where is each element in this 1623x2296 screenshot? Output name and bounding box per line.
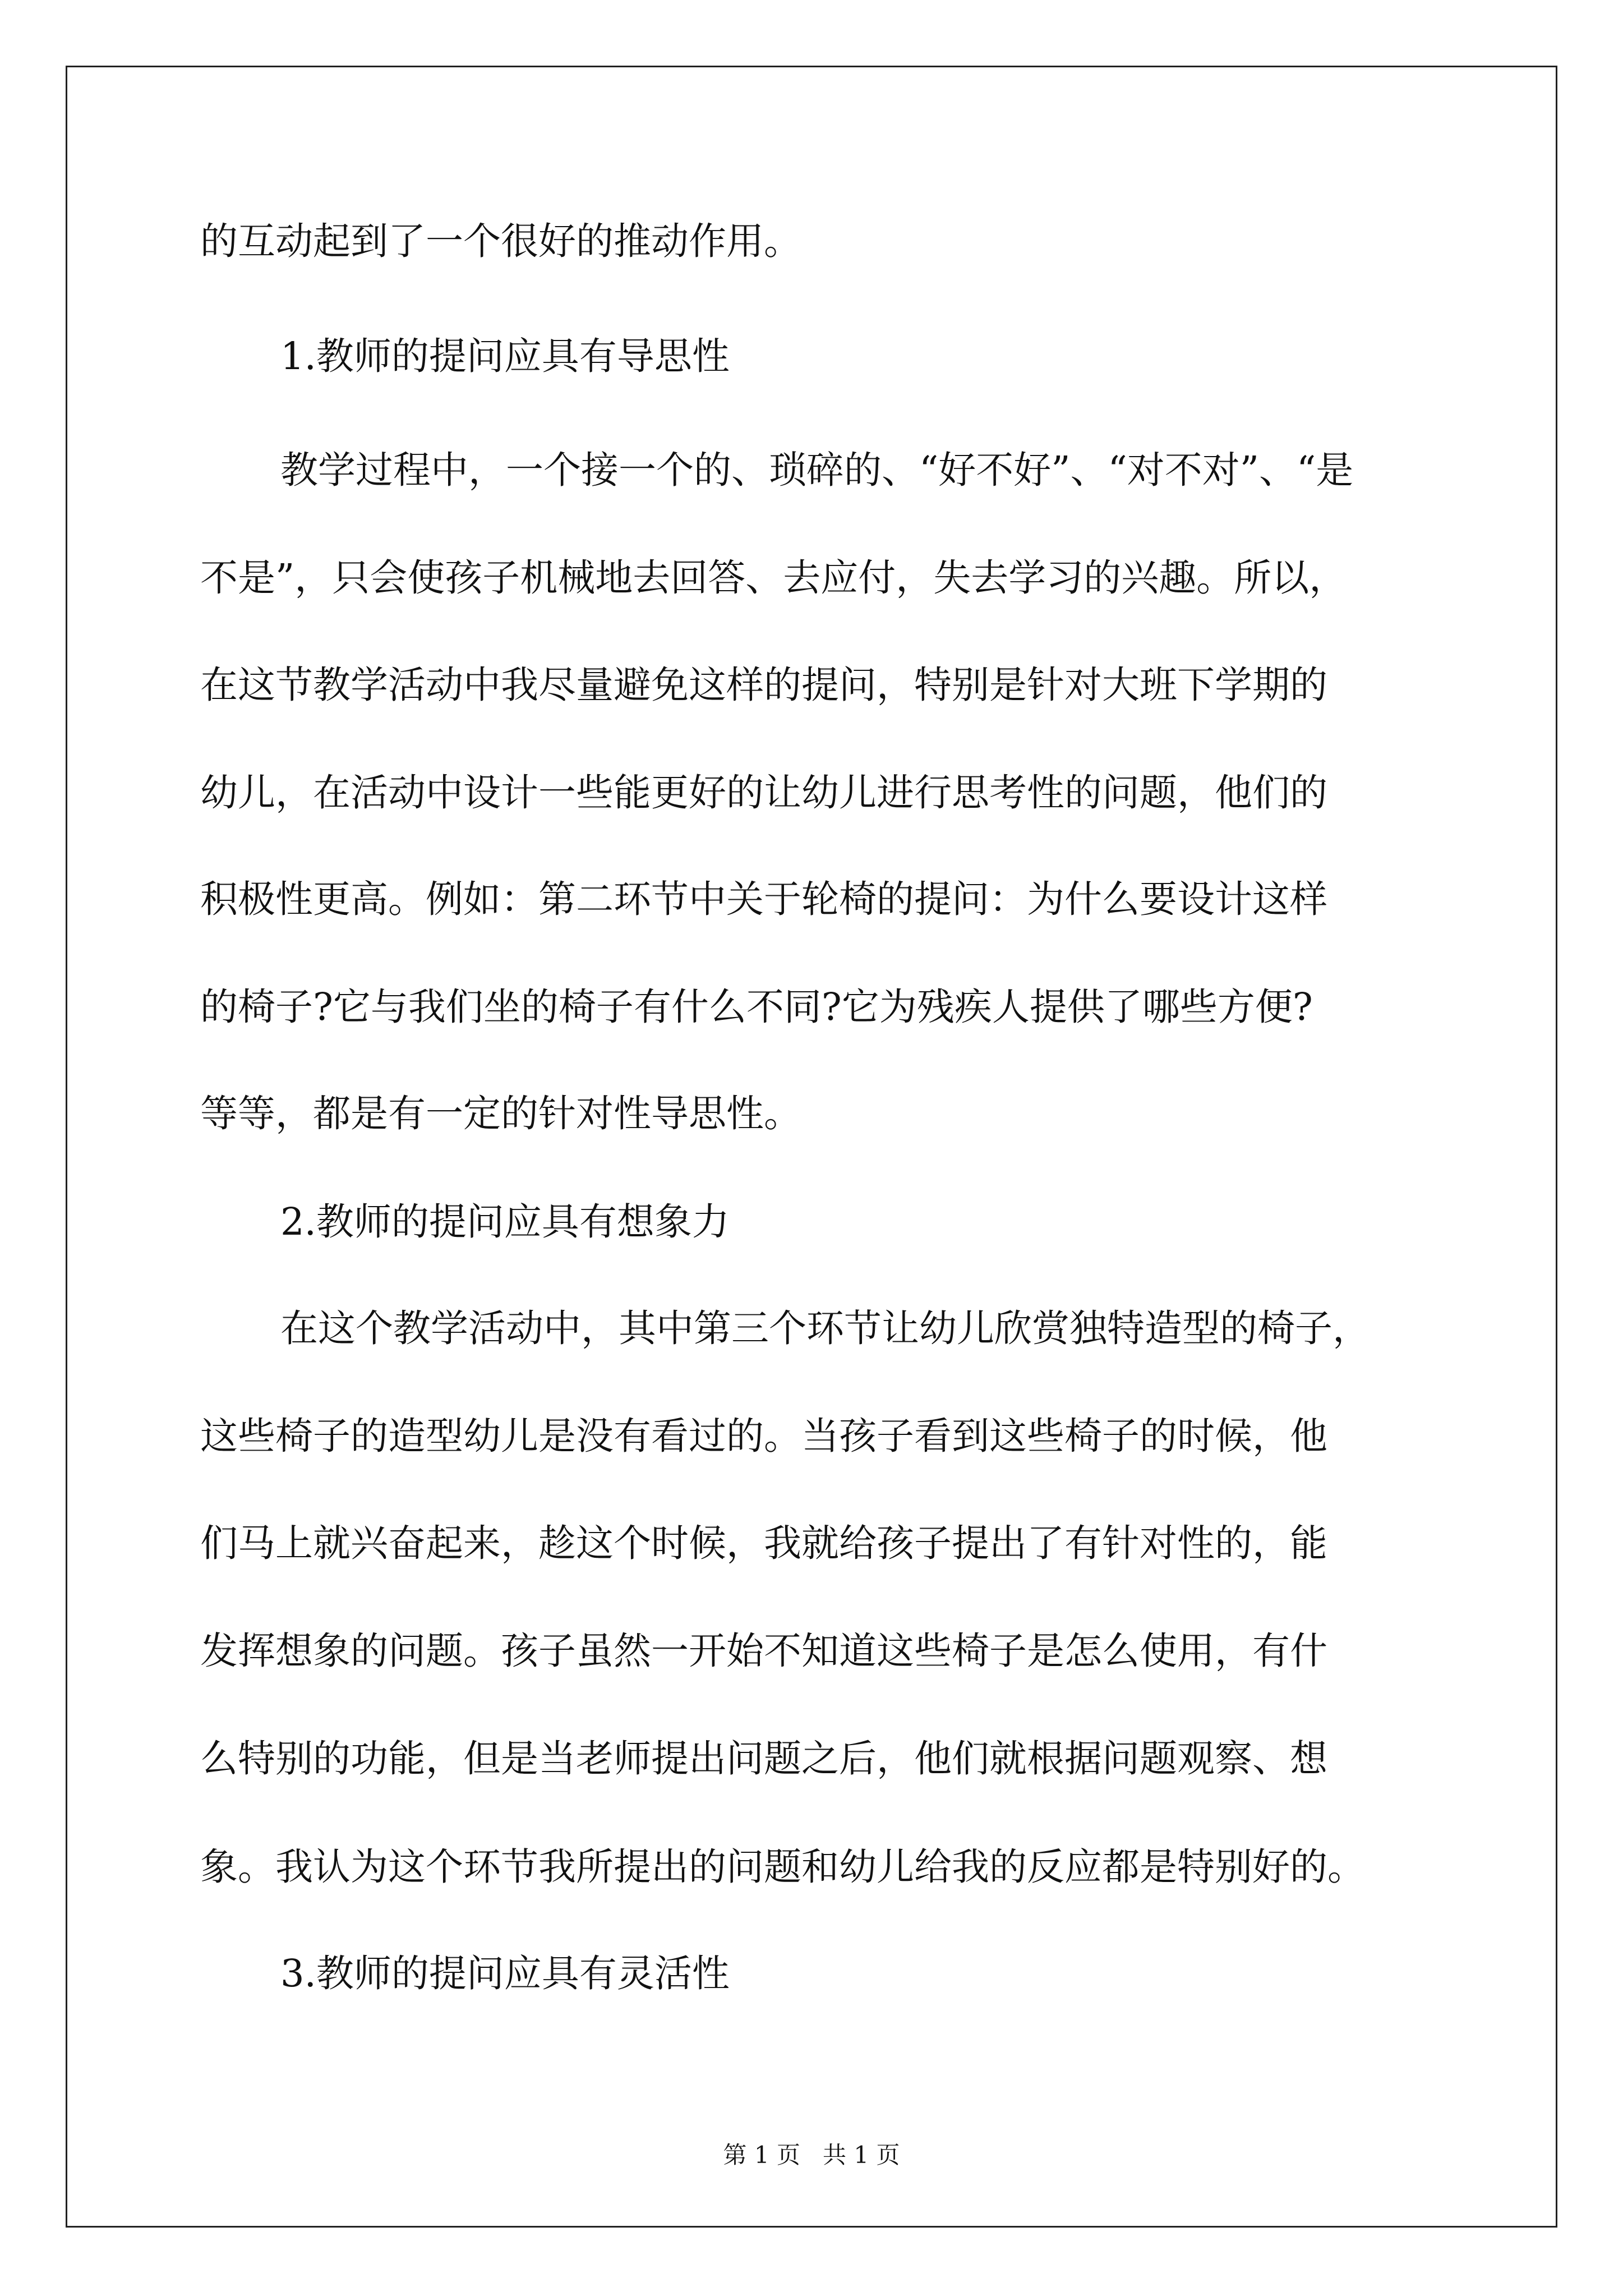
paragraph-line: 发挥想象的问题。孩子虽然一开始不知道这些椅子是怎么使用，有什 bbox=[200, 1629, 1327, 1673]
paragraph-line: 的椅子?它与我们坐的椅子有什么不同?它为残疾人提供了哪些方便? bbox=[200, 985, 1313, 1029]
section-heading-2: 2.教师的提问应具有想象力 bbox=[280, 1200, 730, 1244]
section-heading-3: 3.教师的提问应具有灵活性 bbox=[280, 1952, 730, 1995]
paragraph-line: 等等，都是有一定的针对性导思性。 bbox=[200, 1092, 801, 1135]
paragraph-line: 这些椅子的造型幼儿是没有看过的。当孩子看到这些椅子的时候，他 bbox=[200, 1414, 1327, 1458]
paragraph-line: 积极性更高。例如：第二环节中关于轮椅的提问：为什么要设计这样 bbox=[200, 877, 1327, 921]
paragraph-line: 不是”，只会使孩子机械地去回答、去应付，失去学习的兴趣。所以， bbox=[200, 556, 1347, 600]
paragraph-line: 在这个教学活动中，其中第三个环节让幼儿欣赏独特造型的椅子， bbox=[280, 1306, 1370, 1350]
page-border bbox=[66, 66, 1557, 2228]
paragraph-line: 在这节教学活动中我尽量避免这样的提问，特别是针对大班下学期的 bbox=[200, 663, 1327, 707]
page-footer: 第 1 页 共 1 页 bbox=[723, 2141, 900, 2169]
section-heading-1: 1.教师的提问应具有导思性 bbox=[280, 334, 730, 378]
paragraph-line: 象。我认为这个环节我所提出的问题和幼儿给我的反应都是特别好的。 bbox=[200, 1845, 1365, 1889]
paragraph-line: 的互动起到了一个很好的推动作用。 bbox=[200, 219, 801, 263]
paragraph-line: 教学过程中，一个接一个的、琐碎的、“好不好”、“对不对”、“是 bbox=[280, 448, 1354, 492]
paragraph-line: 么特别的功能，但是当老师提出问题之后，他们就根据问题观察、想 bbox=[200, 1737, 1327, 1780]
paragraph-line: 们马上就兴奋起来，趁这个时候，我就给孩子提出了有针对性的，能 bbox=[200, 1521, 1327, 1565]
paragraph-line: 幼儿，在活动中设计一些能更好的让幼儿进行思考性的问题，他们的 bbox=[200, 771, 1327, 815]
